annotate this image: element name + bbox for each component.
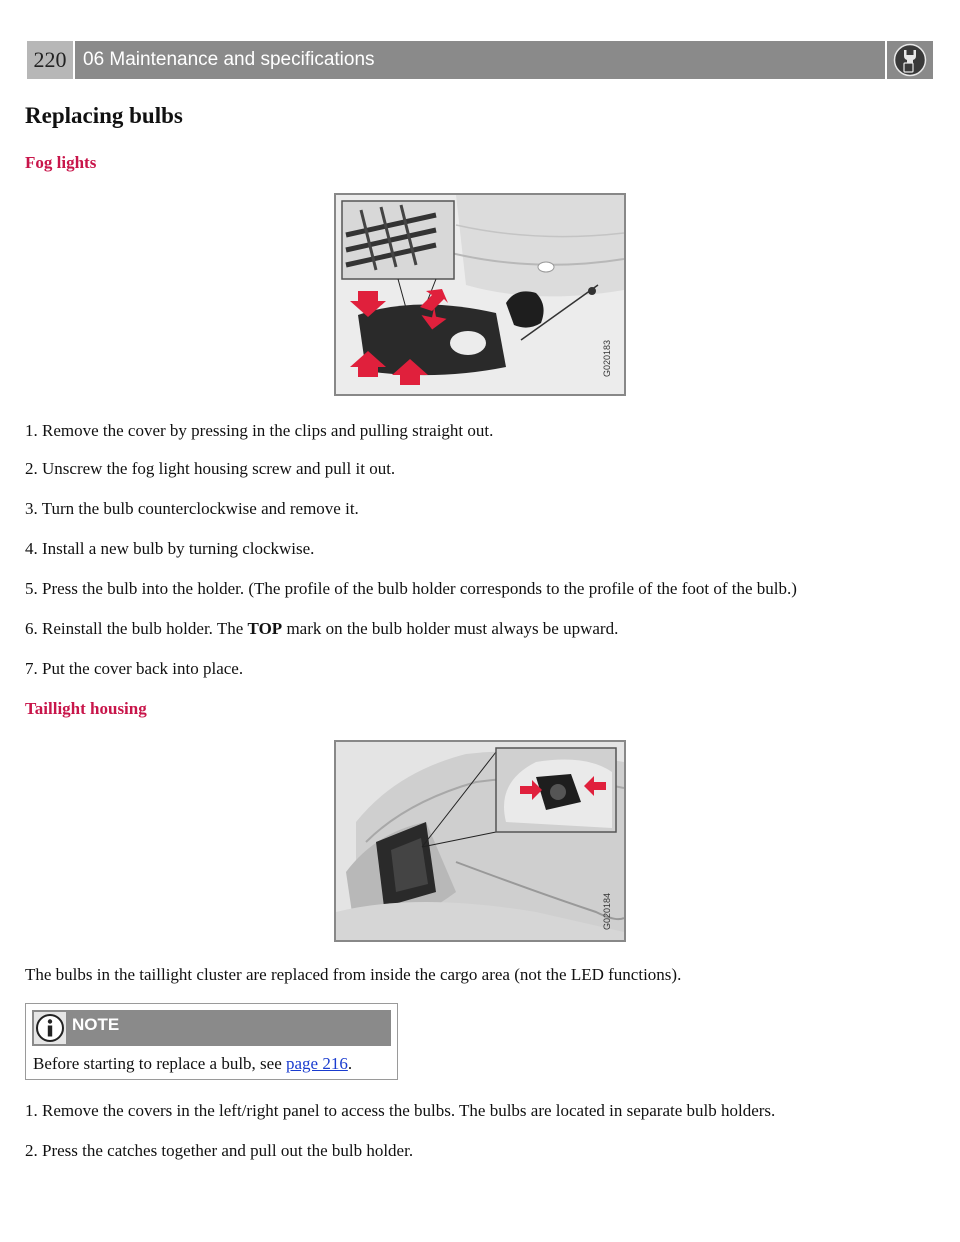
page-header [27,41,933,79]
note-box [25,1003,398,1080]
taillight-figure-code: G020184 [602,892,612,930]
taillight-heading: Taillight housing [25,699,147,718]
fog-step-6: 6. Reinstall the bulb holder. The TOP mark on the bulb holder must always be upward. [25,619,619,638]
fog-light-illustration [334,193,626,396]
note-text: Before starting to replace a bulb, see page 216. [33,1054,353,1073]
fog-step-1: 1. Remove the cover by pressing in the clips and pulling straight out. [25,421,494,440]
fog-lights-heading: Fog lights [25,153,97,172]
taillight-step-1: 1. Remove the covers in the left/right panel to access the bulbs. The bulbs are located in separate bulb holders. [25,1101,776,1120]
fog-step-5: 5. Press the bulb into the holder. (The profile of the bulb holder corresponds to the profile of the foot of the bulb.) [25,579,797,598]
taillight-intro: The bulbs in the taillight cluster are replaced from inside the cargo area (not the LED functions). [25,965,682,984]
zoom-inset [342,201,454,279]
note-header [32,1010,391,1046]
top-mark-label: TOP [247,619,283,638]
fog-figure-code: G020183 [602,339,612,377]
taillight-illustration [334,740,626,942]
note-label: NOTE [72,1015,120,1034]
page-title: Replacing bulbs [25,103,183,128]
page-number: 220 [27,41,73,79]
fog-step-4: 4. Install a new bulb by turning clockwise. [25,539,315,558]
fog-step-3: 3. Turn the bulb counterclockwise and remove it. [25,499,359,518]
fog-step-7: 7. Put the cover back into place. [25,659,244,678]
taillight-step-2: 2. Press the catches together and pull out the bulb holder. [25,1141,414,1160]
section-title: 06 Maintenance and specifications [75,41,885,79]
fog-step-2: 2. Unscrew the fog light housing screw and pull it out. [25,459,396,478]
wrench-icon [887,41,933,79]
info-icon [34,1012,66,1044]
page-216-link[interactable]: page 216 [286,1054,348,1073]
